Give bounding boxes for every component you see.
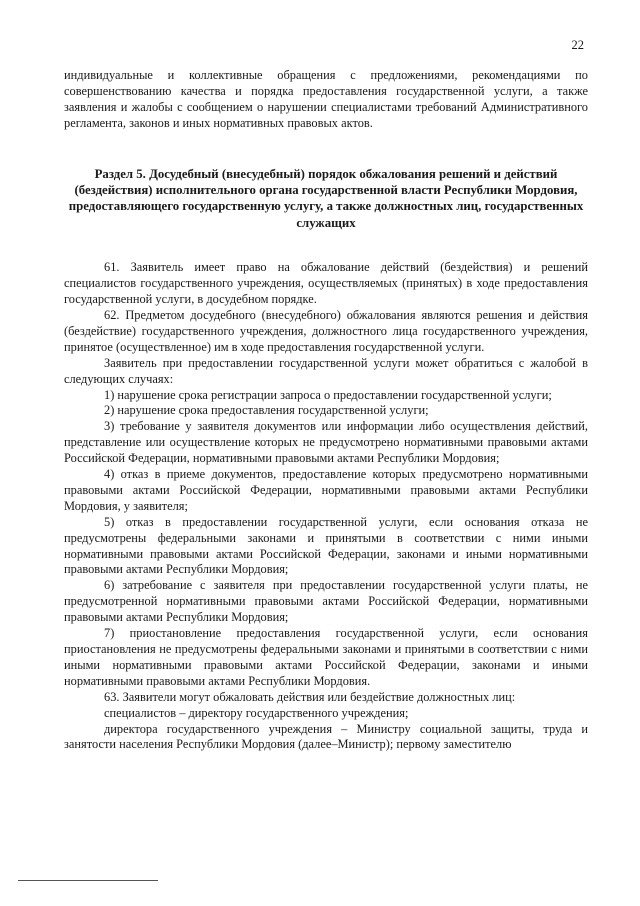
document-body	[64, 68, 588, 753]
list-item-1: 1) нарушение срока регистрации запроса о предоставлении государственной услуги;	[104, 387, 552, 402]
page-number: 22	[571, 38, 584, 52]
appeal-director: директора государственного учреждения – Министру социальной защиты, труда и занятости населения Республики Мордовия (далее–Министр); первому заместителю	[64, 721, 588, 752]
paragraph-complaint-cases: Заявитель при предоставлении государственной услуги может обратиться с жалобой в следующих случаях:	[64, 355, 588, 386]
section-heading: Раздел 5. Досудебный (внесудебный) порядок обжалования решений и действий (бездействия) исполнительного органа государственной власти Республики Мордовия, предоставляющего государственную услугу, а также должностных лиц, государственных служащих	[68, 166, 584, 230]
footnote-rule	[18, 880, 158, 881]
appeal-specialists: специалистов – директору государственного учреждения;	[104, 705, 409, 720]
list-item-4: 4) отказ в приеме документов, предоставление которых предусмотрено нормативными правовыми актами Российской Федерации, нормативными правовыми актами Республики Мордовия, у заявителя;	[64, 467, 588, 513]
paragraph-62: 62. Предметом досудебного (внесудебного) обжалования являются решения и действия (бездействие) государственного учреждения, должностного лица государственного учреждения, принятое (осуществленное) им в ходе предоставления государственной услуги.	[64, 307, 588, 354]
list-item-7: 7) приостановление предоставления государственной услуги, если основания приостановления не предусмотрены федеральными законами и принятыми в соответствии с ними иными нормативными правовыми актами Российской Федерации, законами и иными нормативными правовыми актами Республики Мордовия.	[64, 626, 588, 688]
list-item-6: 6) затребование с заявителя при предоставлении государственной услуги платы, не предусмотренной нормативными правовыми актами Российской Федерации, нормативными правовыми актами Республики Мордовия;	[64, 578, 588, 625]
list-item-3: 3) требование у заявителя документов или информации либо осуществления действий, представление или осуществление которых не предусмотрено нормативными правовыми актами Российской Федерации, нормативными правовыми актами Республики Мордовия;	[64, 419, 588, 466]
list-item-5: 5) отказ в предоставлении государственной услуги, если основания отказа не предусмотрены федеральными законами и принятыми в соответствии с ними иными нормативными правовыми актами Российской Федерации, законами и иными нормативными правовыми актами Республики Мордовия;	[64, 514, 588, 577]
paragraph-61: 61. Заявитель имеет право на обжалование действий (бездействия) и решений специалистов государственного учреждения, осуществляемых (принятых) в ходе предоставления государственной услуги, в досудебном порядке.	[64, 260, 588, 307]
intro-paragraph: индивидуальные и коллективные обращения с предложениями, рекомендациями по совершенствованию качества и порядка предоставления государственной услуги, а также заявления и жалобы с сообщением о нарушении специалистами требований Административного регламента, законов и иных нормативных правовых актов.	[64, 68, 588, 130]
list-item-2: 2) нарушение срока предоставления государственной услуги;	[104, 403, 429, 418]
paragraph-63: 63. Заявители могут обжаловать действия или бездействие должностных лиц:	[104, 689, 516, 704]
